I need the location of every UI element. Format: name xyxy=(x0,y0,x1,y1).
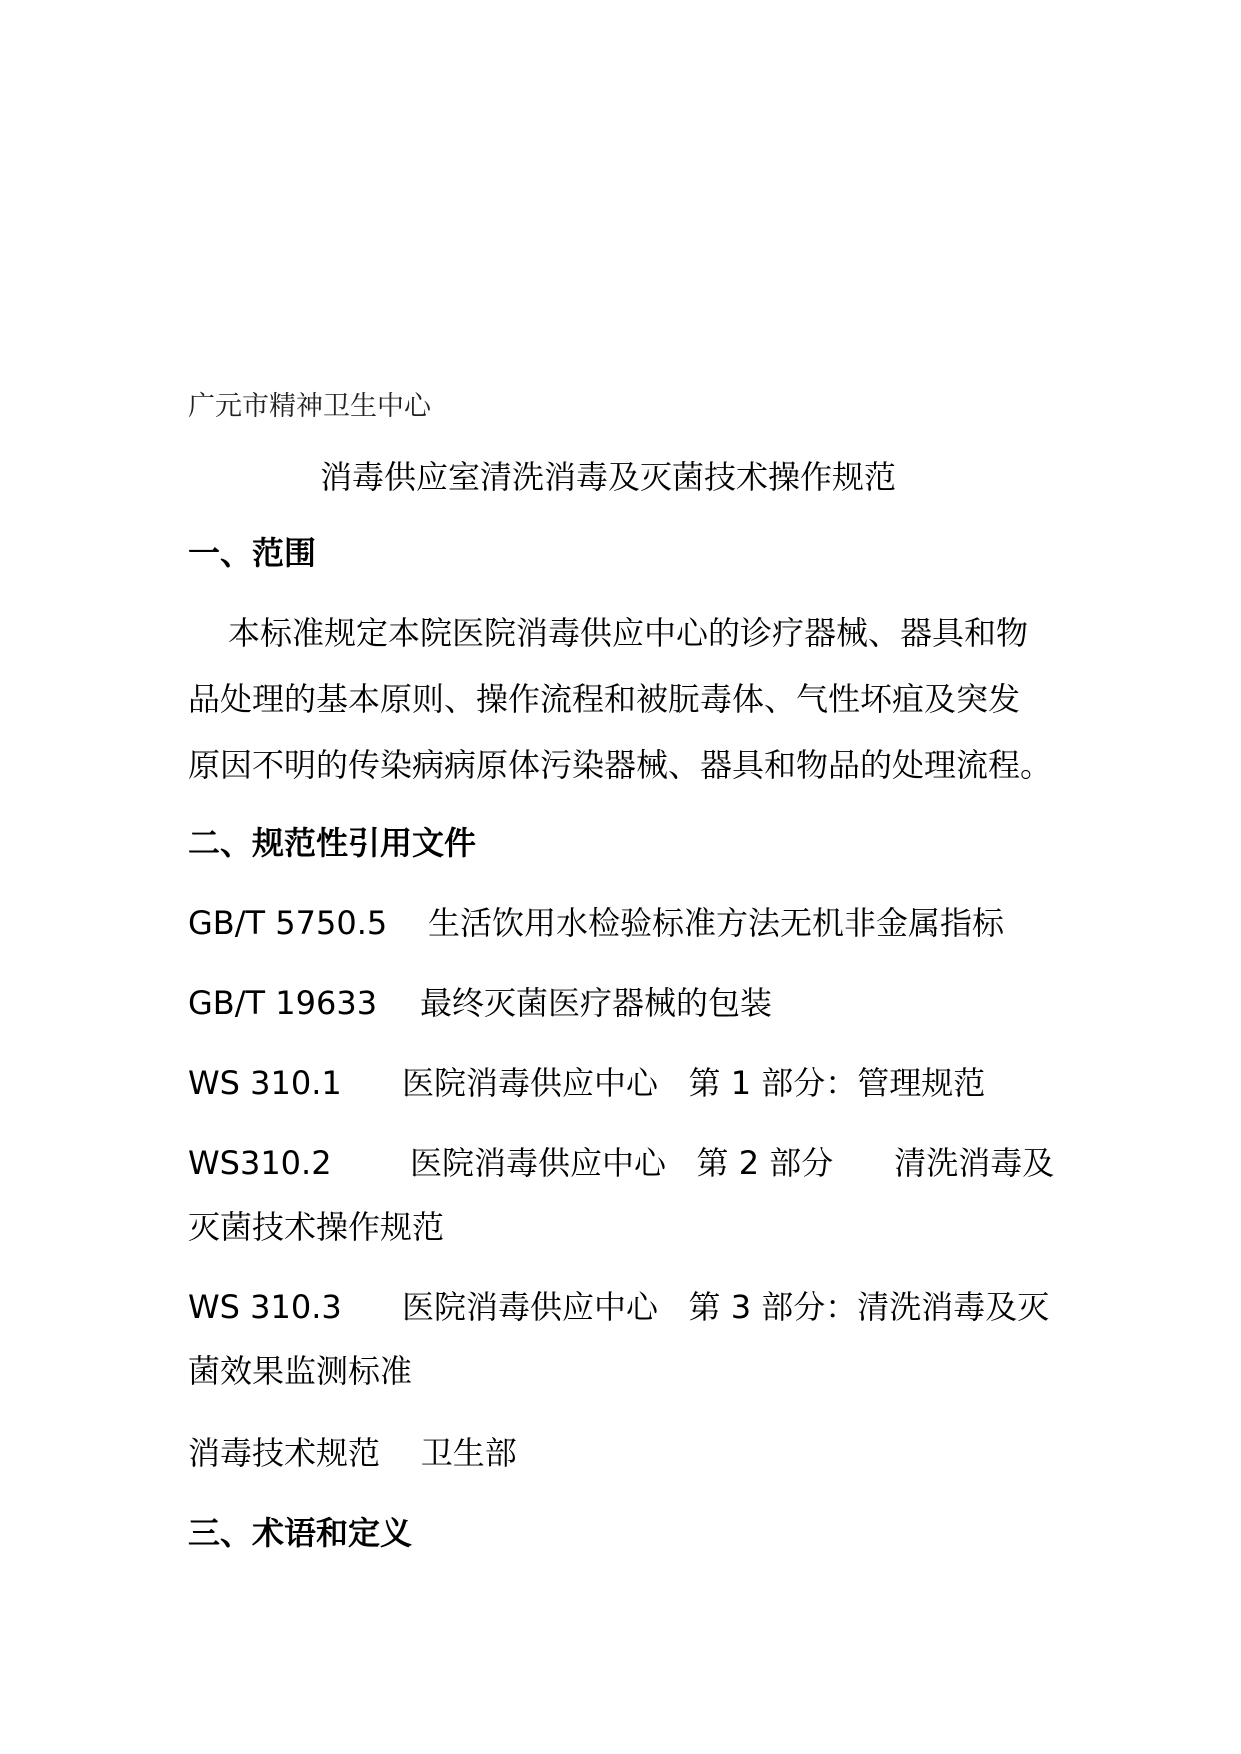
paragraph-line: 原因不明的传染病病原体污染器械、器具和物品的处理流程。 xyxy=(188,746,1053,784)
reference-code: WS 310.3 xyxy=(188,1288,342,1326)
reference-continuation: 菌效果监测标准 xyxy=(188,1352,413,1390)
reference-title: 医院消毒供应中心 第 1 部分：管理规范 xyxy=(402,1064,986,1102)
paragraph-line: 本标准规定本院医院消毒供应中心的诊疗器械、器具和物 xyxy=(228,614,1029,652)
document-title: 消毒供应室清洗消毒及灭菌技术操作规范 xyxy=(320,458,897,496)
section-heading-references: 二、规范性引用文件 xyxy=(188,824,477,862)
reference-title: 生活饮用水检验标准方法无机非金属指标 xyxy=(428,904,1005,942)
reference-code: GB/T 19633 xyxy=(188,984,378,1022)
reference-code: WS310.2 xyxy=(188,1144,332,1182)
paragraph-line: 品处理的基本原则、操作流程和被朊毒体、气性坏疽及突发 xyxy=(188,680,1021,718)
reference-title: 医院消毒供应中心 第 3 部分：清洗消毒及灭 xyxy=(402,1288,1050,1326)
reference-extra: 消毒技术规范 卫生部 xyxy=(188,1434,517,1472)
reference-code: GB/T 5750.5 xyxy=(188,904,388,942)
reference-item xyxy=(188,898,1004,944)
organization-name: 广元市精神卫生中心 xyxy=(188,391,431,422)
section-heading-scope: 一、范围 xyxy=(188,534,317,572)
reference-code: WS 310.1 xyxy=(188,1064,342,1102)
reference-title: 最终灭菌医疗器械的包装 xyxy=(420,984,773,1022)
reference-continuation: 灭菌技术操作规范 xyxy=(188,1208,445,1246)
section-heading-terms: 三、术语和定义 xyxy=(188,1514,413,1552)
reference-item xyxy=(188,978,772,1024)
reference-item xyxy=(188,1138,1054,1184)
reference-item xyxy=(188,1282,1049,1328)
reference-item xyxy=(188,1058,985,1104)
reference-title: 医院消毒供应中心 第 2 部分 清洗消毒及 xyxy=(410,1144,1055,1182)
